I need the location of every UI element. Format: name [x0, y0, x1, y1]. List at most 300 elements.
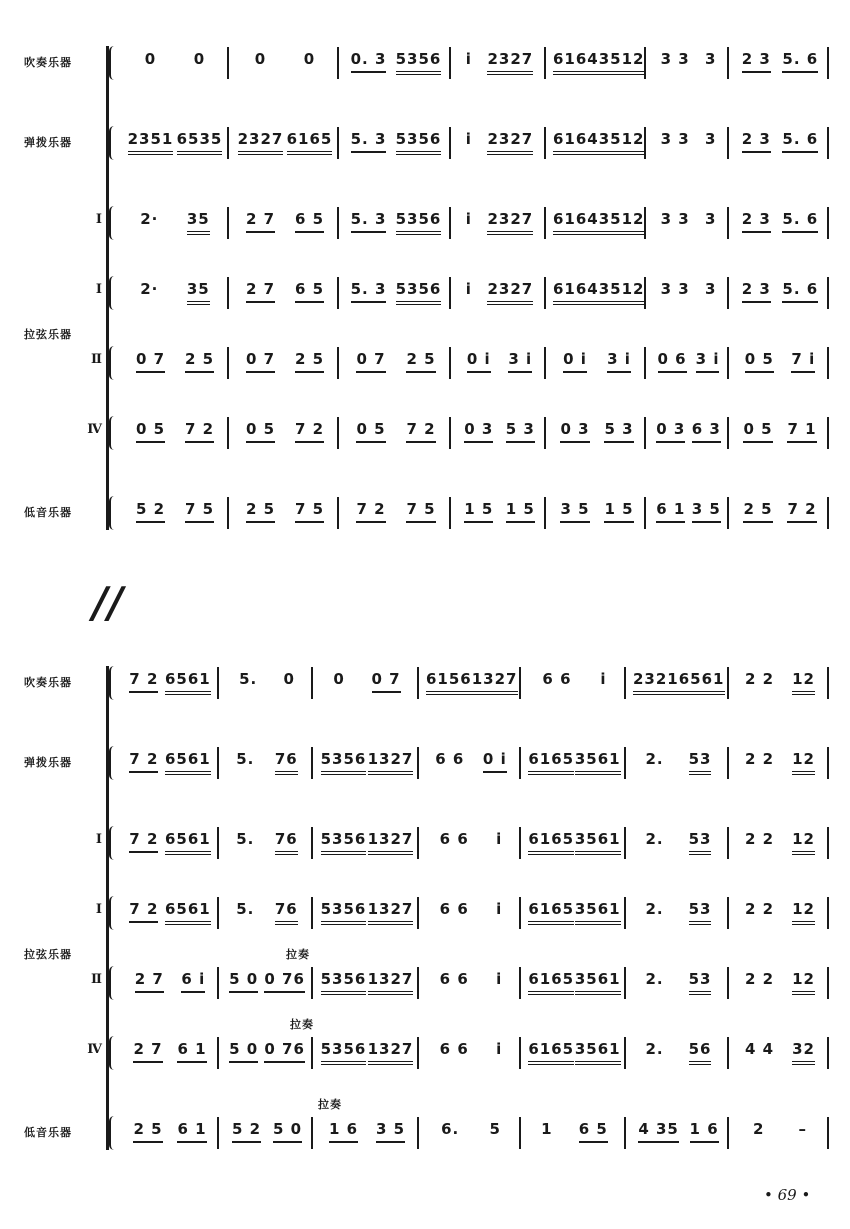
staff-row: [0, 124, 850, 164]
note-group: 6165: [528, 830, 574, 855]
note-group: 3 3: [660, 210, 690, 228]
note-group: 5 2: [136, 500, 165, 523]
note-group: 3512: [599, 130, 645, 155]
staff-row: [0, 414, 850, 454]
note-group: 5356: [321, 750, 367, 775]
note-group: 76: [275, 830, 298, 855]
measure: [338, 344, 450, 384]
note-group: 76: [275, 900, 298, 925]
note-group: 6165: [528, 1040, 574, 1065]
measure: [218, 894, 312, 934]
note-group: 6561: [165, 900, 211, 925]
note-group: 2 7: [135, 970, 164, 993]
note-group: 2327: [487, 210, 533, 235]
barline: [827, 47, 829, 79]
measure: [338, 274, 450, 314]
note-group: 2 5: [295, 350, 324, 373]
measure: [520, 744, 625, 784]
staff-row: [0, 204, 850, 244]
measure: [545, 344, 645, 384]
barline: [827, 897, 829, 929]
note-group: 5 0: [229, 1040, 258, 1063]
measure: [118, 664, 218, 704]
measure: [645, 44, 728, 84]
measure: [118, 894, 218, 934]
measure: [728, 44, 828, 84]
note-group: 0 7: [356, 350, 385, 373]
note-group: 5356: [321, 900, 367, 925]
note-group: 6 1: [656, 500, 685, 523]
note-group: 5.: [236, 830, 255, 848]
note-group: 2: [753, 1120, 765, 1138]
note-group: 1 5: [604, 500, 633, 523]
barline: [827, 747, 829, 779]
note-group: 6164: [553, 210, 599, 235]
measure: [218, 964, 312, 1004]
measure: [338, 44, 450, 84]
expression-marking: 拉奏: [286, 948, 310, 961]
measure: [728, 274, 828, 314]
note-group: 0 5: [356, 420, 385, 443]
note-group: 1 6: [690, 1120, 719, 1143]
note-group: 35: [187, 210, 210, 235]
measure: [312, 664, 418, 704]
measure: [450, 124, 545, 164]
part-numeral: I: [95, 902, 102, 917]
section-separator-mark: //: [92, 578, 123, 627]
measure: [118, 1034, 218, 1074]
expression-marking: 拉奏: [318, 1098, 342, 1111]
note-group: 3 5: [560, 500, 589, 523]
note-group: 35: [187, 280, 210, 305]
note-group: 0: [333, 670, 345, 688]
note-group: 3561: [575, 1040, 621, 1065]
note-group: i: [496, 830, 503, 848]
measure: [545, 414, 645, 454]
staff-brace: [109, 966, 117, 1000]
note-group: 3561: [575, 830, 621, 855]
note-group: 2 3: [742, 280, 771, 303]
note-group: 5: [489, 1120, 501, 1138]
instrument-label: 吹奏乐器: [24, 676, 72, 689]
note-group: 1327: [368, 830, 414, 855]
note-group: 2 2: [745, 970, 775, 988]
measure: [228, 274, 338, 314]
note-group: 0: [303, 50, 316, 68]
part-numeral: Ⅳ: [87, 422, 102, 437]
measure: [645, 414, 728, 454]
note-group: 1 5: [464, 500, 493, 523]
measure: [625, 1114, 728, 1154]
note-group: i: [600, 670, 607, 688]
note-group: 6 5: [295, 210, 324, 233]
note-group: 5. 6: [782, 210, 818, 233]
measure: [645, 494, 728, 534]
note-group: 2·: [140, 280, 159, 298]
note-group: 0 6: [658, 350, 687, 373]
note-group: 3: [704, 130, 717, 148]
note-group: 5 2: [232, 1120, 261, 1143]
note-group: 53: [689, 970, 712, 995]
note-group: 5 0: [273, 1120, 302, 1143]
note-group: 2 7: [133, 1040, 162, 1063]
note-group: 76: [275, 750, 298, 775]
part-numeral: I: [95, 212, 102, 227]
note-group: 2 7: [246, 210, 275, 233]
note-group: 5. 6: [782, 280, 818, 303]
note-group: 2327: [487, 280, 533, 305]
measure: [312, 964, 418, 1004]
measure: [218, 744, 312, 784]
instrument-label: 吹奏乐器: [24, 56, 72, 69]
measure: [728, 204, 828, 244]
measure: [228, 494, 338, 534]
measure: [728, 744, 828, 784]
note-group: 3: [704, 210, 717, 228]
measure: [418, 824, 520, 864]
note-group: 6165: [287, 130, 333, 155]
measure: [228, 44, 338, 84]
measure: [218, 1114, 312, 1154]
note-group: 7 2: [129, 750, 158, 773]
note-group: i: [465, 280, 472, 298]
measure: [118, 744, 218, 784]
note-group: 2 5: [406, 350, 435, 373]
note-group: 6164: [553, 50, 599, 75]
note-group: –: [798, 1120, 807, 1138]
note-group: 0 76: [264, 1040, 305, 1063]
note-group: 6165: [528, 750, 574, 775]
staff-row: [0, 1034, 850, 1074]
note-group: 7 5: [406, 500, 435, 523]
measure: [118, 414, 228, 454]
measure: [450, 414, 545, 454]
staff-row: [0, 664, 850, 704]
note-group: 6.: [441, 1120, 460, 1138]
note-group: 0 5: [136, 420, 165, 443]
expression-marking: 拉奏: [290, 1018, 314, 1031]
note-group: 0: [283, 670, 295, 688]
staff-brace: [109, 666, 117, 700]
note-group: i: [465, 210, 472, 228]
staff-row: [0, 1114, 850, 1154]
note-group: 6561: [165, 750, 211, 775]
note-group: 7 1: [787, 420, 816, 443]
instrument-label: 弹拨乐器: [24, 756, 72, 769]
staff-brace: [109, 276, 117, 310]
note-group: 1 5: [506, 500, 535, 523]
note-group: 5. 3: [351, 210, 387, 233]
note-group: 6 1: [177, 1120, 206, 1143]
note-group: 5356: [321, 970, 367, 995]
measure: [118, 824, 218, 864]
measure: [312, 894, 418, 934]
measure: [625, 894, 728, 934]
note-group: 6 i: [181, 970, 205, 993]
note-group: 53: [689, 900, 712, 925]
note-group: 5356: [396, 280, 442, 305]
note-group: 6561: [165, 670, 211, 695]
measure: [118, 124, 228, 164]
note-group: 2.: [645, 970, 664, 988]
note-group: 6 6: [439, 970, 469, 988]
note-group: 2 5: [743, 500, 772, 523]
note-group: 6 1: [177, 1040, 206, 1063]
note-group: 0 3: [464, 420, 493, 443]
note-group: 12: [792, 670, 815, 695]
barline: [827, 1117, 829, 1149]
measure: [625, 744, 728, 784]
note-group: 0 5: [745, 350, 774, 373]
measure: [228, 204, 338, 244]
note-group: 3561: [575, 750, 621, 775]
measure: [218, 664, 312, 704]
note-group: i: [496, 1040, 503, 1058]
barline: [827, 207, 829, 239]
note-group: 0 7: [372, 670, 401, 693]
note-group: 0 5: [743, 420, 772, 443]
note-group: 3512: [599, 280, 645, 305]
note-group: 6165: [528, 900, 574, 925]
barline: [827, 827, 829, 859]
note-group: 7 2: [185, 420, 214, 443]
measure: [450, 274, 545, 314]
staff-row: [0, 44, 850, 84]
note-group: 12: [792, 830, 815, 855]
note-group: 1327: [368, 750, 414, 775]
staff-brace: [109, 826, 117, 860]
note-group: 3 5: [376, 1120, 405, 1143]
barline: [827, 497, 829, 529]
instrument-label: 弹拨乐器: [24, 136, 72, 149]
measure: [728, 824, 828, 864]
staff-row: [0, 744, 850, 784]
note-group: 0 i: [563, 350, 587, 373]
note-group: 12: [792, 970, 815, 995]
note-group: 2 5: [185, 350, 214, 373]
note-group: 5. 3: [351, 130, 387, 153]
note-group: 1: [541, 1120, 553, 1138]
measure: [418, 664, 520, 704]
note-group: 12: [792, 750, 815, 775]
note-group: 5. 3: [351, 280, 387, 303]
note-group: 0. 3: [351, 50, 387, 73]
note-group: 3 i: [607, 350, 631, 373]
note-group: 12: [792, 900, 815, 925]
note-group: 32: [792, 1040, 815, 1065]
measure: [118, 204, 228, 244]
note-group: 6156: [426, 670, 472, 695]
measure: [450, 204, 545, 244]
note-group: i: [496, 900, 503, 918]
measure: [645, 344, 728, 384]
measure: [545, 494, 645, 534]
measure: [418, 1114, 520, 1154]
staff-brace: [109, 206, 117, 240]
note-group: 0 76: [264, 970, 305, 993]
measure: [450, 494, 545, 534]
measure: [418, 744, 520, 784]
note-group: 3 3: [660, 50, 690, 68]
note-group: 2 3: [742, 130, 771, 153]
note-group: i: [465, 50, 472, 68]
note-group: 6 3: [692, 420, 721, 443]
note-group: 5356: [321, 1040, 367, 1065]
note-group: 6 6: [439, 830, 469, 848]
note-group: 3 5: [692, 500, 721, 523]
measure: [625, 964, 728, 1004]
note-group: 0 3: [656, 420, 685, 443]
measure: [228, 124, 338, 164]
note-group: 6165: [528, 970, 574, 995]
measure: [450, 44, 545, 84]
note-group: 2 2: [745, 670, 775, 688]
note-group: 7 2: [295, 420, 324, 443]
note-group: 7 5: [295, 500, 324, 523]
measure: [520, 824, 625, 864]
staff-row: [0, 894, 850, 934]
staff-row: [0, 494, 850, 534]
measure: [645, 274, 728, 314]
barline: [827, 277, 829, 309]
part-numeral: Ⅱ: [91, 352, 102, 367]
measure: [728, 1114, 828, 1154]
note-group: 2.: [645, 750, 664, 768]
staff-brace: [109, 496, 117, 530]
note-group: 6 6: [435, 750, 465, 768]
note-group: 5. 6: [782, 50, 818, 73]
measure: [118, 964, 218, 1004]
measure: [520, 964, 625, 1004]
staff-brace: [109, 1116, 117, 1150]
note-group: 7 5: [185, 500, 214, 523]
measure: [728, 664, 828, 704]
measure: [228, 414, 338, 454]
note-group: 3561: [575, 900, 621, 925]
note-group: 3: [704, 50, 717, 68]
note-group: 5 3: [604, 420, 633, 443]
staff-brace: [109, 1036, 117, 1070]
barline: [827, 347, 829, 379]
note-group: 5.: [239, 670, 258, 688]
note-group: 2 3: [742, 210, 771, 233]
measure: [418, 1034, 520, 1074]
note-group: 2327: [487, 130, 533, 155]
note-group: 3 3: [660, 280, 690, 298]
note-group: 0 i: [467, 350, 491, 373]
measure: [728, 494, 828, 534]
measure: [338, 414, 450, 454]
note-group: 53: [689, 830, 712, 855]
measure: [312, 744, 418, 784]
note-group: 3 i: [508, 350, 532, 373]
note-group: 6561: [679, 670, 725, 695]
note-group: 6561: [165, 830, 211, 855]
part-numeral: Ⅱ: [91, 972, 102, 987]
note-group: 2 5: [133, 1120, 162, 1143]
measure: [218, 1034, 312, 1074]
note-group: 7 2: [406, 420, 435, 443]
instrument-label: 低音乐器: [24, 1126, 72, 1139]
note-group: 2.: [645, 830, 664, 848]
note-group: 6 5: [295, 280, 324, 303]
note-group: 2327: [238, 130, 284, 155]
note-group: 5. 6: [782, 130, 818, 153]
measure: [118, 1114, 218, 1154]
note-group: 0 3: [560, 420, 589, 443]
measure: [625, 1034, 728, 1074]
staff-row: [0, 824, 850, 864]
measure: [520, 664, 625, 704]
barline: [827, 667, 829, 699]
note-group: 53: [689, 750, 712, 775]
note-group: 2 3: [742, 50, 771, 73]
note-group: 2327: [487, 50, 533, 75]
page-number: • 69 •: [764, 1186, 811, 1204]
measure: [728, 894, 828, 934]
note-group: 3: [704, 280, 717, 298]
note-group: 6 6: [542, 670, 572, 688]
note-group: 2.: [645, 900, 664, 918]
note-group: 4 35: [638, 1120, 679, 1143]
measure: [625, 824, 728, 864]
note-group: 0 7: [136, 350, 165, 373]
note-group: 2 5: [246, 500, 275, 523]
measure: [728, 124, 828, 164]
staff-brace: [109, 416, 117, 450]
measure: [312, 824, 418, 864]
note-group: 2 2: [745, 750, 775, 768]
staff-brace: [109, 896, 117, 930]
note-group: 0: [144, 50, 157, 68]
note-group: 2351: [128, 130, 174, 155]
measure: [625, 664, 728, 704]
note-group: 3561: [575, 970, 621, 995]
measure: [450, 344, 545, 384]
measure: [728, 344, 828, 384]
barline: [827, 127, 829, 159]
measure: [728, 1034, 828, 1074]
note-group: 3512: [599, 50, 645, 75]
note-group: 5356: [396, 210, 442, 235]
note-group: 7 i: [791, 350, 815, 373]
measure: [545, 204, 645, 244]
measure: [118, 494, 228, 534]
note-group: 6535: [177, 130, 223, 155]
staff-brace: [109, 346, 117, 380]
measure: [118, 344, 228, 384]
note-group: 5 3: [506, 420, 535, 443]
instrument-label: 拉弦乐器: [24, 328, 72, 341]
note-group: 2.: [645, 1040, 664, 1058]
measure: [520, 1034, 625, 1074]
staff-row: [0, 328, 850, 384]
note-group: 3 3: [660, 130, 690, 148]
note-group: 5.: [236, 750, 255, 768]
note-group: i: [465, 130, 472, 148]
note-group: 7 2: [129, 670, 158, 693]
part-numeral: Ⅳ: [87, 1042, 102, 1057]
note-group: 0 5: [246, 420, 275, 443]
measure: [645, 124, 728, 164]
note-group: 1327: [472, 670, 518, 695]
measure: [520, 1114, 625, 1154]
measure: [118, 274, 228, 314]
measure: [338, 494, 450, 534]
note-group: i: [496, 970, 503, 988]
note-group: 5 0: [229, 970, 258, 993]
note-group: 4 4: [745, 1040, 775, 1058]
